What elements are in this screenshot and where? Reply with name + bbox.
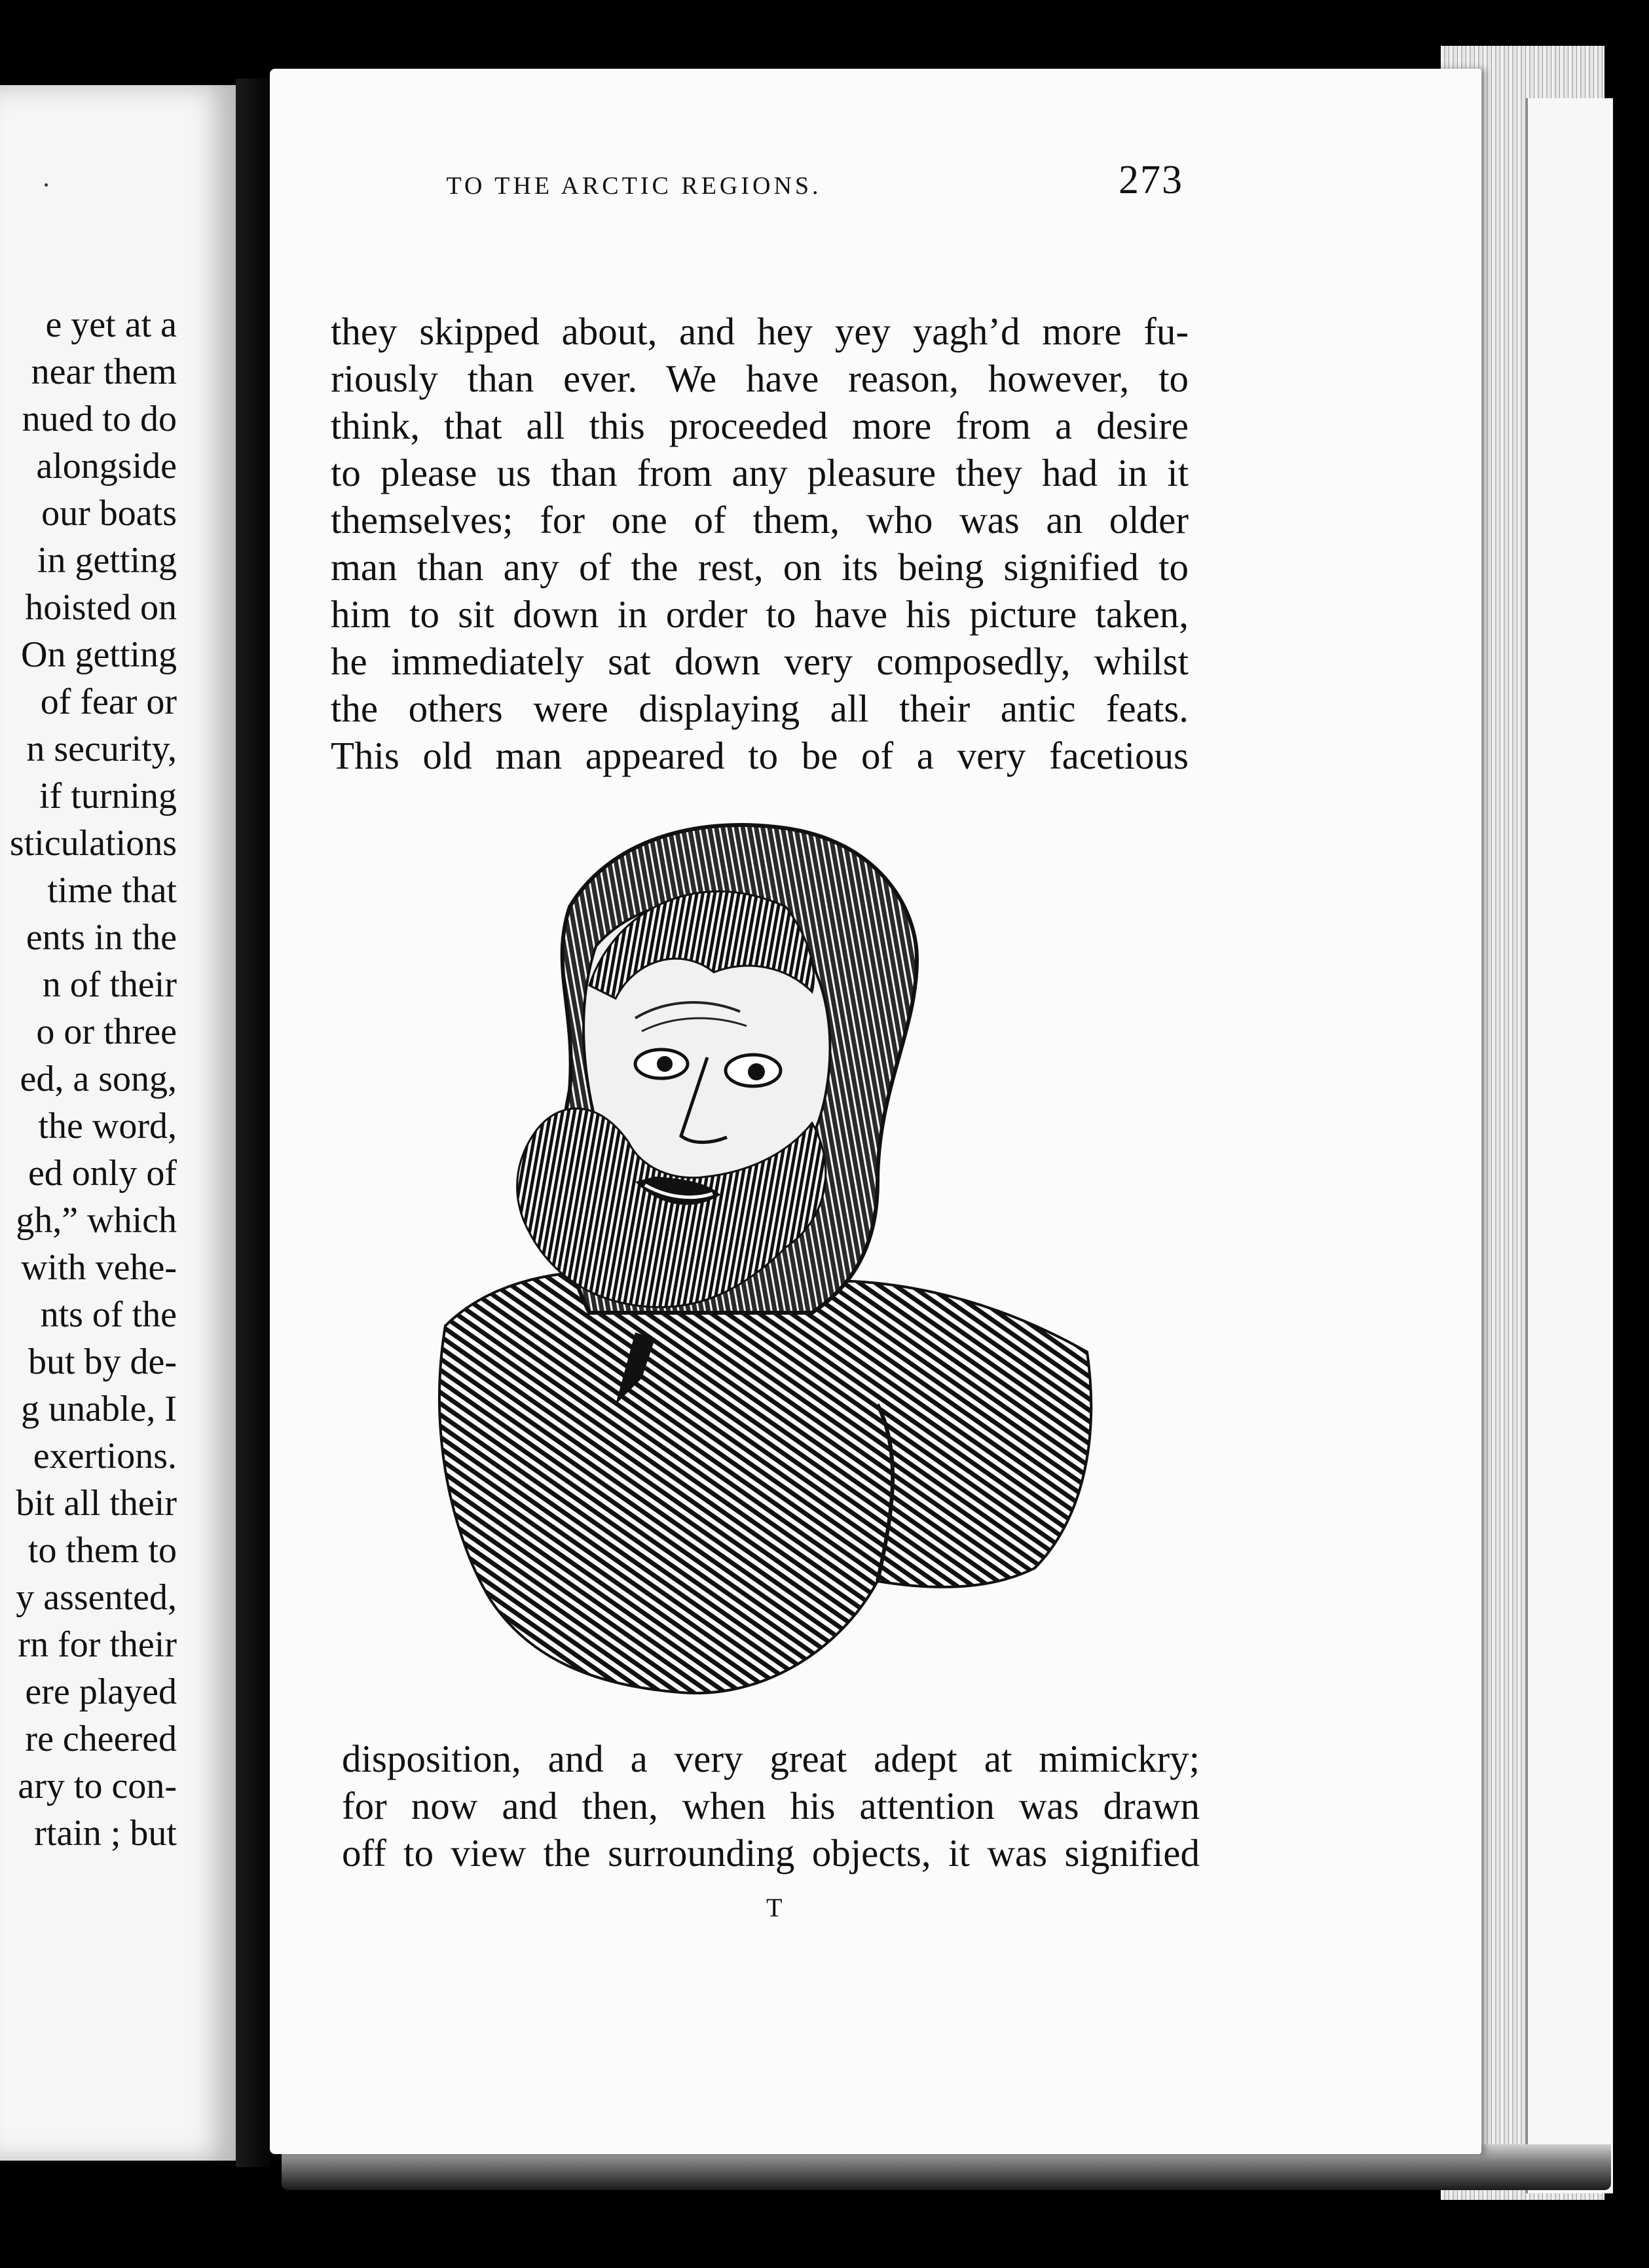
text-line: off to view the surrounding objects, it was signified [342,1831,1200,1875]
text-line: he immediately sat down very composedly, whilst [331,640,1189,683]
text-line: disposition, and a very great adept at mimickry; [342,1737,1200,1780]
left-page-line: ere played [25,1672,177,1712]
text-line: they skipped about, and hey yey yagh’d more fu- [331,310,1189,353]
left-page-line: but by de- [28,1342,177,1382]
left-page-line: re cheered [25,1719,177,1759]
left-page-line: ed, a song, [20,1059,177,1099]
text-line: him to sit down in order to have his picture taken, [331,593,1189,636]
left-page-line: in getting [37,540,177,581]
coat [439,1271,1091,1693]
left-page-line: gh,” which [16,1200,177,1241]
text-line: to please us than from any pleasure they had in it [331,451,1189,494]
left-page-line: rn for their [18,1624,177,1665]
text-line: for now and then, when his attention was drawn [342,1784,1200,1827]
paragraph-bottom [342,1735,1200,1876]
left-page-line: time that [47,870,177,911]
left-page-line: nued to do [22,399,177,439]
text-line: man than any of the rest, on its being signified to [331,545,1189,589]
left-page-line: if turning [39,776,177,816]
text-line: think, that all this proceeded more from a desire [331,404,1189,447]
portrait-engraving [419,815,1107,1712]
left-page-line: e yet at a [45,304,177,345]
left-page-line: our boats [41,493,177,534]
left-page-line: o or three [36,1012,177,1052]
left-page-line: near them [31,352,177,392]
signature-mark: T [766,1893,783,1922]
left-page-line: to them to [28,1530,177,1571]
text-line: riously than ever. We have reason, however, to [331,357,1189,400]
left-page-line: with vehe- [21,1247,177,1288]
left-page-line: g unable, I [21,1389,177,1429]
left-page-line: the word, [38,1106,177,1146]
left-page [0,85,236,2161]
left-page-line: ents in the [26,917,177,958]
left-page-line: ed only of [28,1153,177,1194]
left-page-line: bit all their [16,1483,177,1524]
paragraph-top [331,308,1189,779]
left-page-line: n of their [42,964,177,1005]
left-page-line: On getting [21,634,177,675]
page-number: 273 [1119,158,1183,202]
text-line: themselves; for one of them, who was an older [331,498,1189,541]
left-page-line: alongside [36,446,177,486]
running-head: TO THE ARCTIC REGIONS. [446,172,822,200]
left-page-line: of fear or [40,682,177,722]
text-line: This old man appeared to be of a very facetious [331,734,1189,777]
text-line: the others were displaying all their antic feats. [331,687,1189,730]
left-page-line: nts of the [40,1294,177,1335]
left-page-line: rtain ; but [34,1813,177,1854]
book-gutter [236,79,270,2167]
left-page-line: n security, [26,729,177,769]
left-page-line: ary to con- [18,1766,177,1806]
ink-speck [45,183,48,187]
back-sheet [1526,98,1613,2193]
left-page-line: sticulations [9,823,177,864]
left-page-line: exertions. [33,1436,177,1476]
left-page-line: y assented, [16,1577,177,1618]
left-page-line: hoisted on [25,587,177,628]
